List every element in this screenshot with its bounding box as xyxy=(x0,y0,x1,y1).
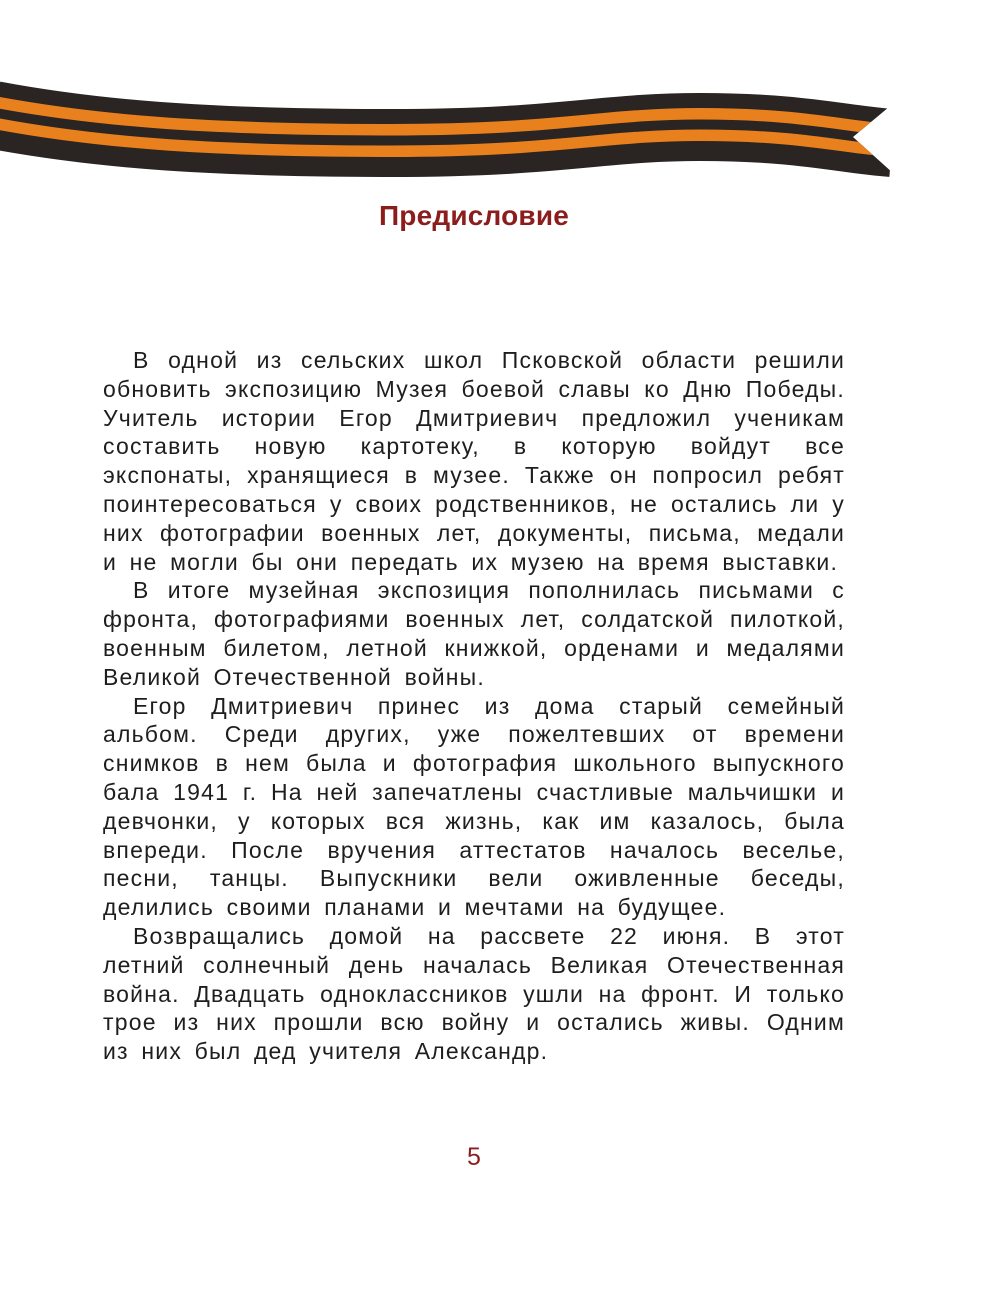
body-text xyxy=(103,346,845,1066)
paragraph-1: В одной из сельских школ Псковской области решили обновить экспозицию Музея боевой славы ко Дню Победы. Учитель истории Егор Дмитриевич предложил ученикам составить новую картотеку, в которую войдут все экспонаты, хранящиеся в музее. Также он попросил ребят поинтересоваться у своих родственников, не остались ли у них фотографии военных лет, документы, письма, медали и не могли бы они передать их музею на время выставки. xyxy=(103,347,845,575)
paragraph-4: Возвращались домой на рассвете 22 июня. В этот летний солнечный день началась Великая Отечественная война. Двадцать одноклассников ушли на фронт. И только трое из них прошли всю войну и остались живы. Одним из них был дед учителя Александр. xyxy=(103,922,845,1065)
st-george-ribbon-graphic xyxy=(0,0,986,200)
page-number: 5 xyxy=(467,1143,481,1171)
ribbon-black-band xyxy=(0,115,892,143)
paragraph-2: В итоге музейная экспозиция пополнилась письмами с фронта, фотографиями военных лет, солдатской пилоткой, военным билетом, летной книжкой, орденами и медалями Великой Отечественной войны. xyxy=(103,577,845,690)
paragraph-3: Егор Дмитриевич принес из дома старый семейный альбом. Среди других, уже пожелтевших от времени снимков в нем была и фотография школьного выпускного бала 1941 г. На ней запечатлены счастливые мальчишки и девчонки, у которых вся жизнь, как им казалось, была впереди. После вручения аттестатов началось веселье, песни, танцы. Выпускники вели оживленные беседы, делились своими планами и мечтами на будущее. xyxy=(103,692,845,921)
ribbon-orange-stripe-lower xyxy=(0,123,892,151)
ribbon-orange-stripe-upper xyxy=(0,102,892,130)
page-title: Предисловие xyxy=(378,200,570,231)
